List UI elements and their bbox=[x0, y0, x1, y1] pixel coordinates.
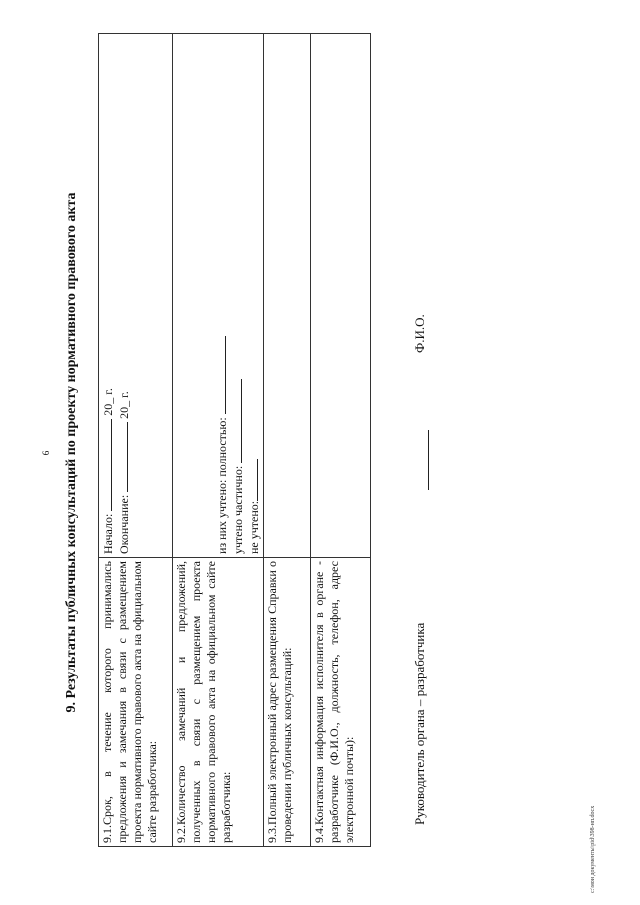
period-end: Окончание: 20_ г. bbox=[117, 391, 131, 554]
stat-partially-line bbox=[230, 379, 242, 463]
row-label-9-3: 9.3.Полный электронный адрес размещения Справки о проведении публичных консультаций: bbox=[264, 558, 311, 847]
section-title: 9. Результаты публичных консультаций по проекту нормативного правового акта bbox=[64, 192, 79, 713]
start-date-line bbox=[100, 419, 112, 511]
stat-fully bbox=[214, 37, 230, 554]
row-label-9-2: 9.2.Количество замечаний и предложений, полученных в связи с размещением проекта нормативного правового акта на официальном сайте разработчика: bbox=[173, 558, 264, 847]
stat-not bbox=[246, 37, 262, 554]
table-row bbox=[311, 34, 371, 847]
address-cell bbox=[264, 34, 311, 558]
period-end-label: Окончание: bbox=[117, 494, 131, 554]
row-label-9-1: 9.1.Срок, в течение которого принимались предложения и замечания в связи с размещением проекта нормативного правового акта на официальном сайте разработчика: bbox=[99, 558, 173, 847]
table-row bbox=[99, 34, 173, 847]
stats-block bbox=[214, 37, 262, 554]
signature-line bbox=[428, 430, 429, 490]
signer-fio: Ф.И.О. bbox=[412, 314, 427, 353]
file-path: c:\мои документы\pid\398-нп.docx bbox=[590, 805, 596, 893]
table-row bbox=[264, 34, 311, 847]
start-year-prefix: 20 bbox=[101, 403, 115, 416]
end-date-line bbox=[116, 422, 128, 492]
period-cell bbox=[99, 34, 173, 558]
stat-partially-label: учтено частично: bbox=[231, 465, 245, 554]
page-number: 6 bbox=[41, 450, 51, 456]
period-start-label: Начало: bbox=[101, 513, 115, 554]
stats-cell bbox=[173, 34, 264, 558]
start-year-suffix: г. bbox=[101, 388, 115, 395]
consultation-table bbox=[98, 33, 371, 847]
table-row bbox=[173, 34, 264, 847]
stat-fully-line bbox=[214, 336, 226, 414]
stat-not-line bbox=[246, 459, 258, 501]
stat-partially bbox=[230, 37, 246, 554]
end-year-suffix: г. bbox=[117, 391, 131, 398]
signer-position: Руководитель органа – разработчика bbox=[412, 622, 427, 825]
end-year-prefix: 20 bbox=[117, 406, 131, 419]
period-start: Начало: 20_ г. bbox=[101, 388, 115, 554]
row-label-9-4: 9.4.Контактная информация исполнителя в органе - разработчике (Ф.И.О., должность, телефон, адрес электронной почты): bbox=[311, 558, 371, 847]
stat-not-label: не учтено: bbox=[247, 500, 261, 554]
contact-cell bbox=[311, 34, 371, 558]
stat-fully-label: из них учтено: полностью: bbox=[215, 417, 229, 554]
